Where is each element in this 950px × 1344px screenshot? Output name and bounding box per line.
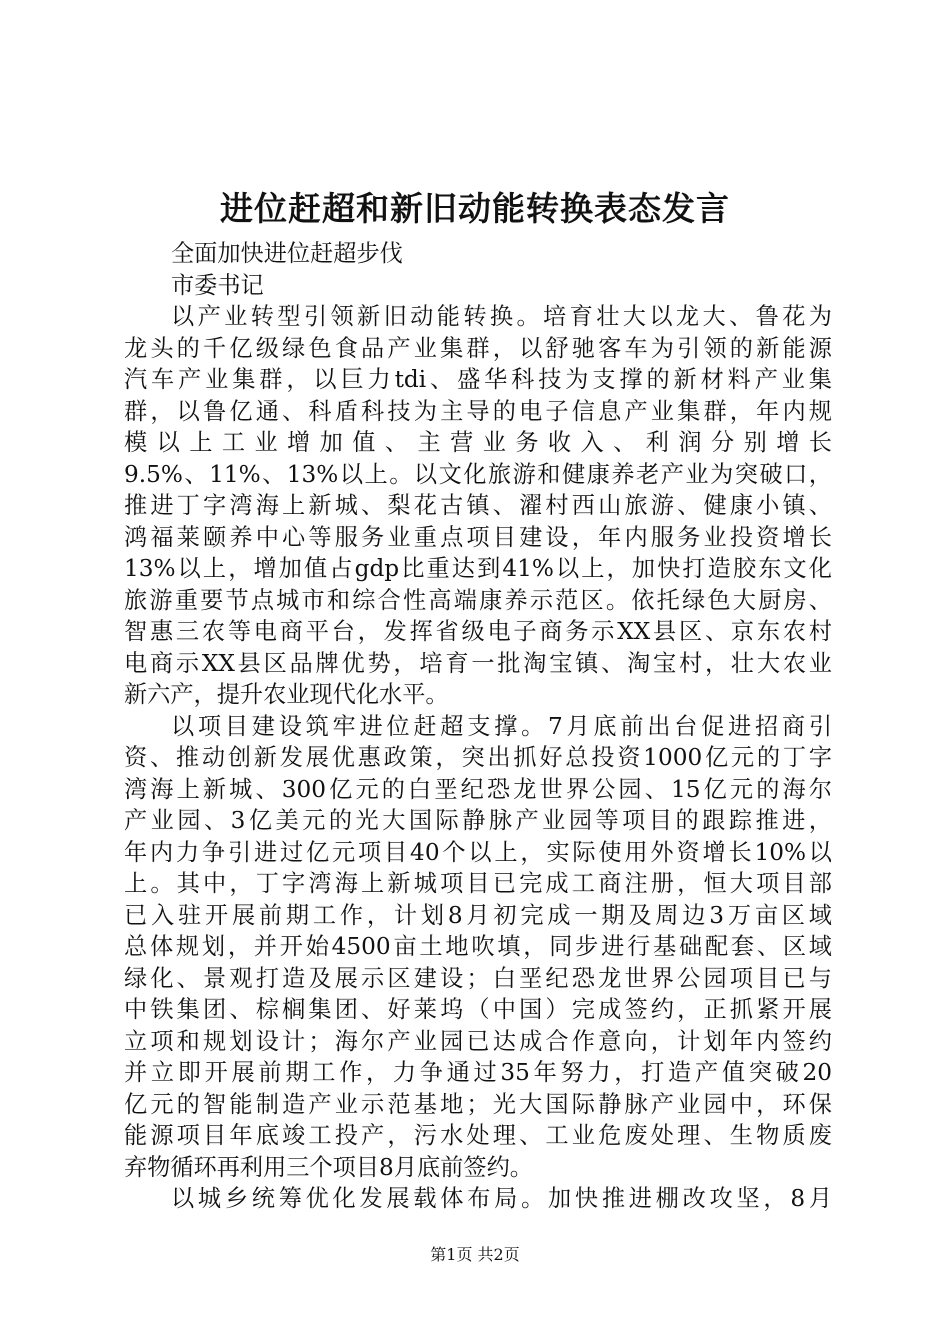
document-body bbox=[124, 238, 832, 1215]
text-line: 并立即开展前期工作，力争通过35年努力，打造产值突破20 bbox=[124, 1059, 832, 1086]
text-line: 湾海上新城、300亿元的白垩纪恐龙世界公园、15亿元的海尔 bbox=[124, 775, 832, 803]
text-line: 年内力争引进过亿元项目40个以上，实际使用外资增长10%以 bbox=[124, 838, 832, 866]
text-line: 中铁集团、棕榈集团、好莱坞（中国）完成签约，正抓紧开展 bbox=[124, 996, 832, 1023]
document-title: 进位赶超和新旧动能转换表态发言 bbox=[220, 189, 730, 228]
text-line: 群，以鲁亿通、科盾科技为主导的电子信息产业集群，年内规 bbox=[124, 397, 832, 425]
text-line: 以城乡统筹优化发展载体布局。加快推进棚改攻坚，8月 bbox=[171, 1185, 832, 1212]
text-line: 产业园、3亿美元的光大国际静脉产业园等项目的跟踪推进， bbox=[124, 807, 832, 834]
text-line: 鸿福莱颐养中心等服务业重点项目建设，年内服务业投资增长 bbox=[124, 523, 832, 551]
page-footer: 第1页 共2页 bbox=[430, 1245, 520, 1264]
text-line: 13%以上，增加值占gdp比重达到41%以上，加快打造胶东文化 bbox=[124, 555, 832, 582]
text-line: 模以上工业增加值、主营业务收入、利润分别增长 bbox=[124, 429, 832, 456]
text-line: 推进丁字湾海上新城、梨花古镇、濯村西山旅游、健康小镇、 bbox=[124, 492, 832, 519]
text-line: 以产业转型引领新旧动能转换。培育壮大以龙大、鲁花为 bbox=[171, 303, 832, 330]
text-line: 总体规划，并开始4500亩土地吹填，同步进行基础配套、区域 bbox=[124, 933, 832, 960]
text-line: 全面加快进位赶超步伐 bbox=[171, 240, 403, 267]
text-line: 已入驻开展前期工作，计划8月初完成一期及周边3万亩区域 bbox=[124, 901, 832, 929]
text-line: 亿元的智能制造产业示范基地；光大国际静脉产业园中，环保 bbox=[124, 1090, 832, 1118]
text-line: 汽车产业集群，以巨力tdi、盛华科技为支撑的新材料产业集 bbox=[124, 366, 832, 393]
text-line: 旅游重要节点城市和综合性高端康养示范区。依托绿色大厨房、 bbox=[124, 586, 832, 614]
text-line: 绿化、景观打造及展示区建设；白垩纪恐龙世界公园项目已与 bbox=[124, 964, 832, 992]
text-line: 9.5%、11%、13%以上。以文化旅游和健康养老产业为突破口， bbox=[124, 460, 832, 488]
text-line: 智惠三农等电商平台，发挥省级电子商务示XX县区、京东农村 bbox=[124, 618, 832, 645]
text-line: 电商示XX县区品牌优势，培育一批淘宝镇、淘宝村，壮大农业 bbox=[124, 649, 832, 677]
text-line: 立项和规划设计；海尔产业园已达成合作意向，计划年内签约 bbox=[124, 1027, 832, 1055]
text-line: 资、推动创新发展优惠政策，突出抓好总投资1000亿元的丁字 bbox=[124, 744, 832, 771]
text-line: 新六产，提升农业现代化水平。 bbox=[124, 681, 449, 708]
text-line: 上。其中，丁字湾海上新城项目已完成工商注册，恒大项目部 bbox=[124, 870, 832, 897]
text-line: 龙头的千亿级绿色食品产业集群，以舒驰客车为引领的新能源 bbox=[124, 334, 832, 362]
text-line: 能源项目年底竣工投产，污水处理、工业危废处理、生物质废 bbox=[124, 1122, 832, 1149]
text-line: 市委书记 bbox=[171, 271, 264, 299]
text-line: 以项目建设筑牢进位赶超支撑。7月底前出台促进招商引 bbox=[171, 712, 832, 740]
text-line: 弃物循环再利用三个项目8月底前签约。 bbox=[124, 1153, 533, 1181]
